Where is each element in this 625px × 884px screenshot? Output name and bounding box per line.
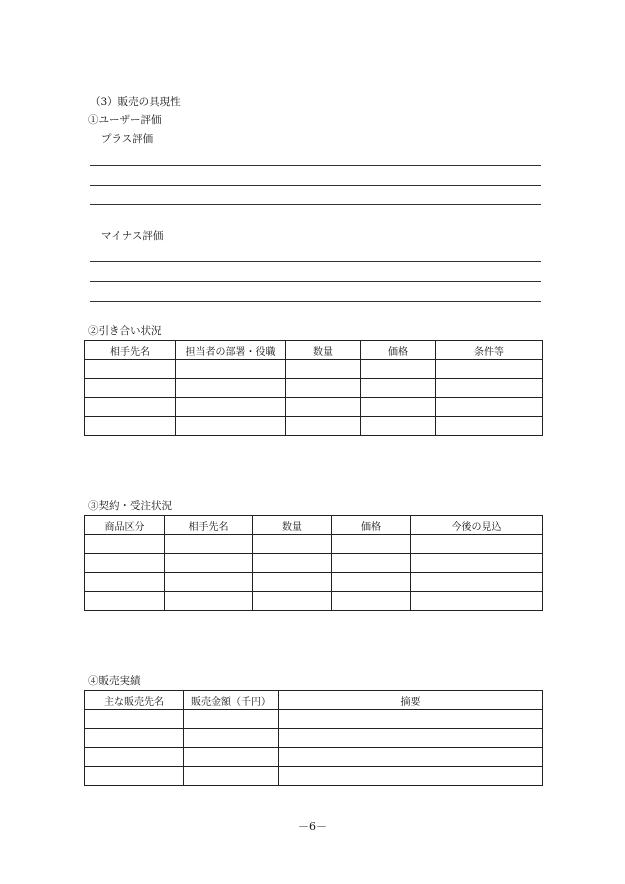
table-cell[interactable] <box>165 554 253 573</box>
col-header: 条件等 <box>436 341 543 360</box>
table-row <box>85 398 543 417</box>
table-cell[interactable] <box>411 592 543 611</box>
col-header: 商品区分 <box>85 516 165 535</box>
table-row <box>85 379 543 398</box>
table-cell[interactable] <box>286 398 361 417</box>
col-header: 価格 <box>332 516 411 535</box>
table-cell[interactable] <box>279 710 543 729</box>
table-row <box>85 767 543 786</box>
table-cell[interactable] <box>411 535 543 554</box>
table-cell[interactable] <box>85 767 184 786</box>
table-cell[interactable] <box>436 398 543 417</box>
sales-heading: ④販売実績 <box>88 675 141 687</box>
table-cell[interactable] <box>361 360 436 379</box>
table-row <box>85 729 543 748</box>
col-header: 摘要 <box>279 691 543 710</box>
minus-eval-line-2 <box>90 281 541 282</box>
inquiry-table <box>84 340 543 436</box>
table-cell[interactable] <box>176 360 286 379</box>
user-eval-heading: ①ユーザー評価 <box>88 114 162 126</box>
sales-table <box>84 690 543 786</box>
table-cell[interactable] <box>165 535 253 554</box>
table-cell[interactable] <box>85 360 176 379</box>
table-cell[interactable] <box>165 573 253 592</box>
table-cell[interactable] <box>165 592 253 611</box>
table-cell[interactable] <box>85 535 165 554</box>
plus-eval-label: プラス評価 <box>101 133 154 145</box>
col-header: 数量 <box>253 516 332 535</box>
plus-eval-line-1 <box>90 165 541 166</box>
table-cell[interactable] <box>332 535 411 554</box>
table-cell[interactable] <box>85 398 176 417</box>
table-cell[interactable] <box>85 592 165 611</box>
table-cell[interactable] <box>279 748 543 767</box>
table-header-row <box>85 341 543 360</box>
table-row <box>85 535 543 554</box>
inquiry-heading: ②引き合い状況 <box>88 325 162 337</box>
table-header-row <box>85 691 543 710</box>
table-cell[interactable] <box>184 710 279 729</box>
table-row <box>85 748 543 767</box>
table-cell[interactable] <box>184 729 279 748</box>
table-cell[interactable] <box>411 554 543 573</box>
col-header: 相手先名 <box>85 341 176 360</box>
table-cell[interactable] <box>253 535 332 554</box>
table-row <box>85 592 543 611</box>
table-cell[interactable] <box>279 767 543 786</box>
table-cell[interactable] <box>286 417 361 436</box>
table-cell[interactable] <box>85 417 176 436</box>
contract-table <box>84 515 543 611</box>
table-cell[interactable] <box>332 554 411 573</box>
minus-eval-line-3 <box>90 301 541 302</box>
table-cell[interactable] <box>184 748 279 767</box>
col-header: 担当者の部署・役職 <box>176 341 286 360</box>
table-cell[interactable] <box>85 573 165 592</box>
contract-heading: ③契約・受注状況 <box>88 500 172 512</box>
table-row <box>85 573 543 592</box>
table-cell[interactable] <box>176 417 286 436</box>
table-cell[interactable] <box>332 573 411 592</box>
table-cell[interactable] <box>85 729 184 748</box>
plus-eval-line-3 <box>90 204 541 205</box>
table-cell[interactable] <box>279 729 543 748</box>
table-cell[interactable] <box>436 379 543 398</box>
table-cell[interactable] <box>85 379 176 398</box>
table-cell[interactable] <box>361 379 436 398</box>
minus-eval-line-1 <box>90 261 541 262</box>
section-title: （3）販売の具現性 <box>90 96 181 108</box>
table-cell[interactable] <box>411 573 543 592</box>
table-cell[interactable] <box>361 417 436 436</box>
col-header: 価格 <box>361 341 436 360</box>
plus-eval-line-2 <box>90 185 541 186</box>
table-cell[interactable] <box>286 379 361 398</box>
table-cell[interactable] <box>85 554 165 573</box>
minus-eval-label: マイナス評価 <box>101 230 164 242</box>
table-header-row <box>85 516 543 535</box>
page-number: －6－ <box>298 820 327 833</box>
col-header: 主な販売先名 <box>85 691 184 710</box>
col-header: 今後の見込 <box>411 516 543 535</box>
col-header: 数量 <box>286 341 361 360</box>
table-cell[interactable] <box>176 379 286 398</box>
table-cell[interactable] <box>253 573 332 592</box>
table-cell[interactable] <box>253 592 332 611</box>
col-header: 相手先名 <box>165 516 253 535</box>
table-row <box>85 554 543 573</box>
table-cell[interactable] <box>85 710 184 729</box>
table-cell[interactable] <box>436 417 543 436</box>
table-cell[interactable] <box>184 767 279 786</box>
table-cell[interactable] <box>361 398 436 417</box>
table-cell[interactable] <box>286 360 361 379</box>
col-header: 販売金額（千円） <box>184 691 279 710</box>
table-row <box>85 360 543 379</box>
table-cell[interactable] <box>332 592 411 611</box>
table-row <box>85 710 543 729</box>
table-cell[interactable] <box>436 360 543 379</box>
table-cell[interactable] <box>176 398 286 417</box>
table-row <box>85 417 543 436</box>
table-cell[interactable] <box>85 748 184 767</box>
table-cell[interactable] <box>253 554 332 573</box>
